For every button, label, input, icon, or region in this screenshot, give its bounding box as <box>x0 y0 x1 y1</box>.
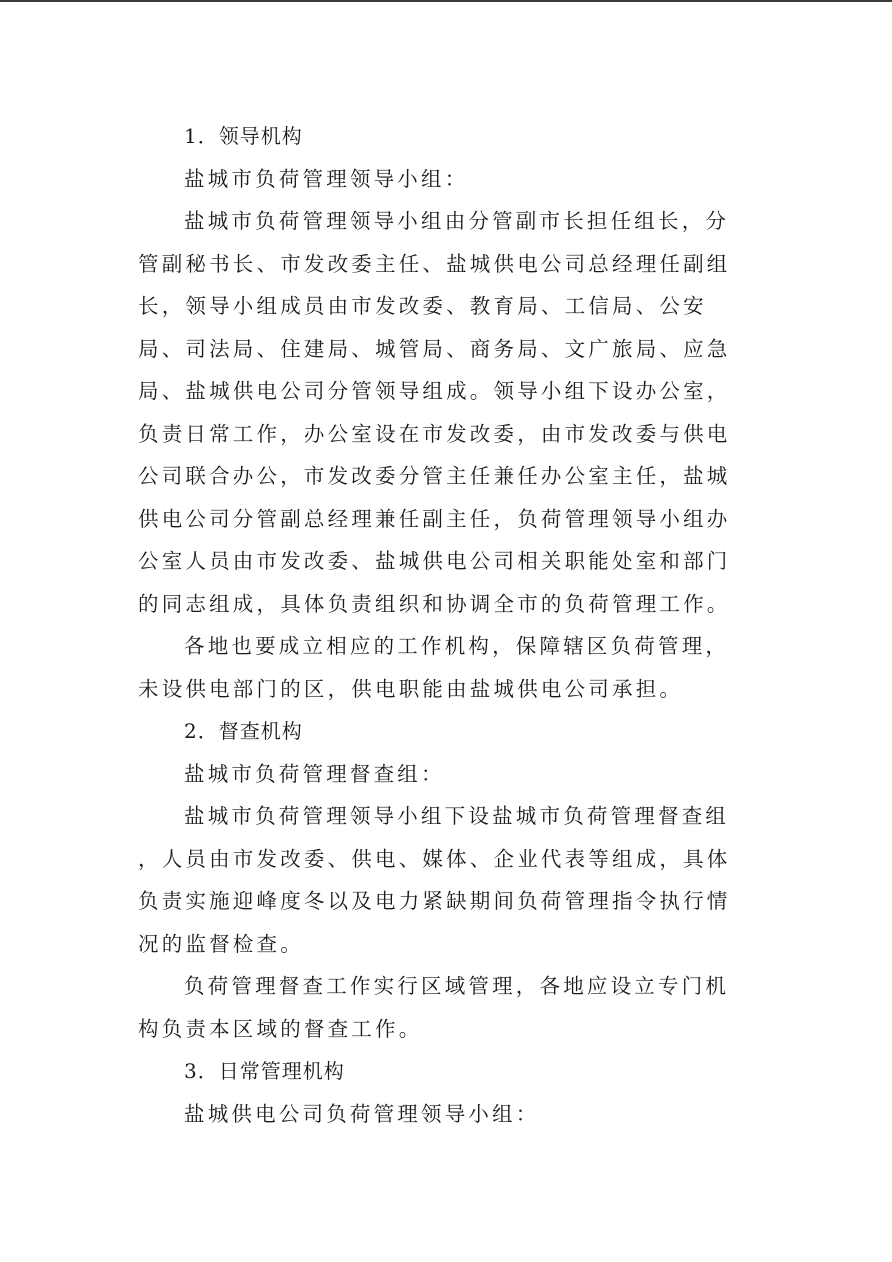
section-3-subheading: 盐城供电公司负荷管理领导小组： <box>184 1101 540 1126</box>
text-line: 负责日常工作，办公室设在市发改委，由市发改委与供电 <box>138 421 731 446</box>
section-1-heading: 1．领导机构 <box>184 124 303 148</box>
top-border-line <box>0 0 892 2</box>
text-line: 各地也要成立相应的工作机构，保障辖区负荷管理， <box>184 634 730 658</box>
section-1-subheading: 盐城市负荷管理领导小组： <box>184 166 469 191</box>
section-1-paragraph-1 <box>138 200 760 625</box>
text-line: 局、盐城供电公司分管领导组成。领导小组下设办公室， <box>138 379 731 403</box>
section-2-paragraph-1 <box>138 795 760 965</box>
text-line: 局、司法局、住建局、城管局、商务局、文广旅局、应急 <box>138 336 731 361</box>
text-line: 长，领导小组成员由市发改委、教育局、工信局、公安 <box>138 294 707 318</box>
section-2-subheading: 盐城市负荷管理督查组： <box>184 761 445 786</box>
text-line: 况的监督检查。 <box>138 931 304 956</box>
text-line: 的同志组成，具体负责组织和协调全市的负荷管理工作。 <box>138 591 731 616</box>
text-line: 供电公司分管副总经理兼任副主任，负荷管理领导小组办 <box>138 506 731 531</box>
text-line: 负荷管理督查工作实行区域管理，各地应设立专门机 <box>184 974 730 998</box>
text-line: ，人员由市发改委、供电、媒体、企业代表等组成，具体 <box>138 846 731 871</box>
section-2-heading: 2．督查机构 <box>184 719 303 743</box>
text-line: 负责实施迎峰度冬以及电力紧缺期间负荷管理指令执行情 <box>138 889 731 913</box>
text-line: 公室人员由市发改委、盐城供电公司相关职能处室和部门 <box>138 549 731 573</box>
text-line: 盐城市负荷管理领导小组由分管副市长担任组长，分 <box>184 209 730 233</box>
text-line: 构负责本区域的督查工作。 <box>138 1016 423 1041</box>
text-line: 公司联合办公，市发改委分管主任兼任办公室主任，盐城 <box>138 464 731 488</box>
section-1-paragraph-2 <box>138 625 760 710</box>
text-line: 管副秘书长、市发改委主任、盐城供电公司总经理任副组 <box>138 251 731 276</box>
section-3-heading: 3．日常管理机构 <box>184 1059 345 1083</box>
text-line: 未设供电部门的区，供电职能由盐城供电公司承担。 <box>138 676 684 701</box>
section-2-paragraph-2 <box>138 965 760 1050</box>
text-line: 盐城市负荷管理领导小组下设盐城市负荷管理督查组 <box>184 804 730 828</box>
document-page <box>138 115 760 1135</box>
